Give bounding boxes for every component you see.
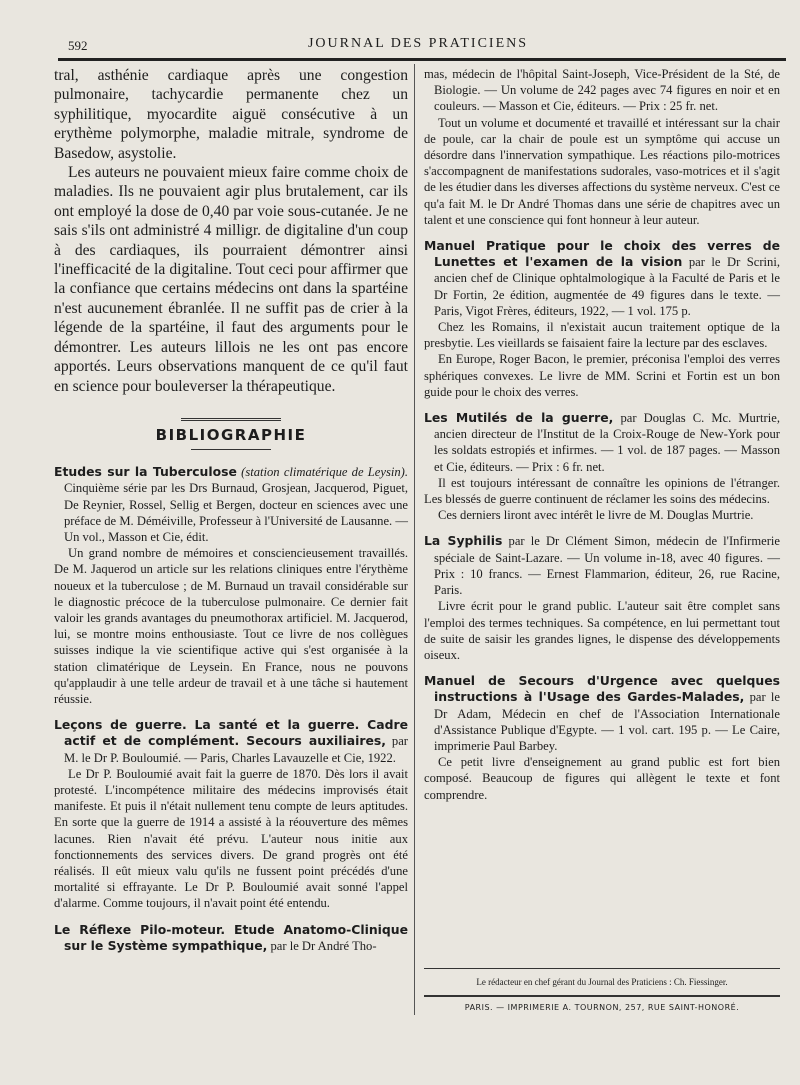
section-rule xyxy=(191,449,271,450)
entry-heading xyxy=(424,410,780,475)
entry-details: par le Dr André Tho- xyxy=(270,938,377,953)
entry-title: Manuel de Secours d'Urgence avec quelques instructions à l'Usage des Gardes-Malades, xyxy=(424,673,780,705)
entry-details: par le Dr Adam, Médecin en chef de l'Association Internationale d'Assistance Publique d'Egypte. — 1 vol. cart. 195 p. — Le Caire, imprimerie Paul Barbey. xyxy=(434,690,780,753)
entry-subtitle: (station climatérique de Leysin). xyxy=(241,465,408,480)
entry-heading xyxy=(54,717,408,766)
bibliography-entry-continued xyxy=(424,66,780,228)
entry-title: La Syphilis xyxy=(424,533,503,549)
entry-details: par le Dr Scrini, ancien chef de Clinique ophtalmologique à la Faculté de Paris et le Dr Fortin, 2e édition, augmentée de 49 figures dans le texte. — Paris, Vigot Frères, éditeurs, 1922, — 1 vol. 175 p. xyxy=(434,255,780,318)
bibliography-entry xyxy=(54,464,408,707)
bibliography-entry xyxy=(424,533,780,663)
page-footer xyxy=(424,968,780,1012)
entry-heading xyxy=(424,533,780,598)
entry-review: Le Dr P. Bouloumié avait fait la guerre de 1870. Dès lors il avait protesté. L'incompétence militaire des médecins improvisés était manifeste. Et puis il n'était nullement tenu compte de leurs aptitudes. En sorte que la guerre de 1914 a assisté à la réouverture des mêmes lacunes. Rien n'avait été prévu. L'auteur nous initie aux fonctionnements des services divers. De grand progrès ont été réalisés. Il eût mieux valu qu'ils ne fussent point précédés d'une mortalité si effrayante. Le Dr P. Bouloumié avait sonné l'appel d'alarme. Comme toujours, il n'avait point été entendu. xyxy=(54,766,408,911)
bibliography-entry xyxy=(54,922,408,954)
section-title: BIBLIOGRAPHIE xyxy=(155,425,307,444)
page-header xyxy=(58,30,778,56)
entry-review: Livre écrit pour le grand public. L'auteur sait être complet sans l'emploi des termes techniques. Sa compétence, en lui permettant tout de suite de saisir les grandes lignes, le dispense des développements oiseux. xyxy=(424,599,780,662)
entry-heading xyxy=(54,922,408,954)
journal-title: JOURNAL DES PRATICIENS xyxy=(307,36,529,51)
bibliography-entry xyxy=(424,673,780,803)
entry-details: Cinquième série par les Drs Burnaud, Grosjean, Jacquerod, Piguet, De Reynier, Rossel, Sellig et Bergen, docteur en sciences avec une préface de M. Déméiville, Professeur à l'Université de Lausanne. — Un vol., Masson et Cie, édit. xyxy=(64,481,408,544)
footer-rule xyxy=(424,968,780,969)
entry-review: Ce petit livre d'enseignement au grand public est fort bien composé. Beaucoup de figures qui allègent le texte et font comprendre. xyxy=(424,755,780,802)
entry-title: Manuel Pratique pour le choix des verres de Lunettes et l'examen de la vision xyxy=(424,238,780,270)
bibliography-entry xyxy=(54,717,408,911)
entry-title: Etudes sur la Tuberculose xyxy=(54,464,237,480)
entry-review: Ces derniers liront avec intérêt le livre de M. Douglas Murtrie. xyxy=(438,508,754,523)
entry-details: par le Dr Clément Simon, médecin de l'Infirmerie spéciale de Saint-Lazare. — Un volume in-18, avec 40 figures. — Prix : 10 francs. — Ernest Flammarion, éditeur, 26, rue Racine, Paris. xyxy=(434,534,780,598)
bibliography-entry xyxy=(424,238,780,400)
right-column xyxy=(424,66,780,813)
column-divider xyxy=(414,64,415,1015)
entry-review: Chez les Romains, il n'existait aucun traitement optique de la presbytie. Les vieillards se faisaient faire la lecture par des esclaves. xyxy=(424,320,780,351)
article-conclusion xyxy=(54,66,408,396)
editor-line: Le rédacteur en chef gérant du Journal des Praticiens : Ch. Fiessinger. xyxy=(476,977,728,987)
entry-heading xyxy=(424,673,780,754)
entry-title: Leçons de guerre. La santé et la guerre. Cadre actif et de complément. Secours auxiliaires, xyxy=(54,717,408,749)
footer-rule xyxy=(424,995,780,997)
entry-title: Le Réflexe Pilo-moteur. Etude Anatomo-Clinique sur le Système sympathique, xyxy=(54,921,408,953)
entry-details: par Douglas C. Mc. Murtrie, ancien directeur de l'Institut de la Croix-Rouge de New-York pour les soldats estropiés et infirmes. — 1 vol. de 187 pages. — Masson et Cie, éditeurs. — Prix : 6 fr. net. xyxy=(434,411,780,474)
left-column xyxy=(54,66,408,964)
header-rule xyxy=(58,58,786,61)
entry-details: mas, médecin de l'hôpital Saint-Joseph, Vice-Président de la Sté, de Biologie. — Un volume de 242 pages avec 74 figures en noir et en couleurs. — Masson et Cie, éditeurs. — Prix : 25 fr. net. xyxy=(424,67,780,114)
lead-paragraph: Les auteurs ne pouvaient mieux faire comme choix de maladies. Ils ne pouvaient agir plus brutalement, car ils ont employé la dose de 0,40 par voie sous-cutanée. Je ne sais s'ils ont administré 4 milligr. de digitaline d'un coup à des cardiaques, ils pourraient démontrer ainsi l'inefficacité de la digitaline. Tout ceci pour affirmer que la confiance que certains médecins ont dans la spartéine n'est aucunement ébranlée. Il ne suffit pas de crier à la légende de la spartéine, il faut des arguments pour le démontrer. Les auteurs lillois ne les ont pas encore apportés. Leurs observations manquent de ce qu'il faut en science pour bouleverser la thérapeutique. xyxy=(54,164,408,395)
entry-heading xyxy=(54,464,408,545)
entry-review: Un grand nombre de mémoires et consciencieusement travaillés. De M. Jaquerod un article sur les relations cliniques entre l'érythème noueux et la tuberculose ; de M. Burnaud un travail considérable sur le diagnostic précoce de la tuberculose pulmonaire. Ce dernier fait valoir les grands avantages du pneumothorax artificiel. M. Jacquerod, lui, se montre moins enthousiaste. Tout ce livre de nos collègues suisses indique la vie scientifique active qui s'est organisée à la station climatérique de Leysein. En France, nous ne pouvons qu'applaudir à une telle ardeur de travail et à une tâche si hautement réussie. xyxy=(54,546,408,706)
printer-imprint: PARIS. — IMPRIMERIE A. TOURNON, 257, RUE SAINT-HONORÉ. xyxy=(464,1003,740,1012)
entry-review: Tout un volume et documenté et travaillé et intéressant sur la chair de poule, car la chair de poule est un symptôme qui accuse un désordre dans l'innervation sympathique. Les réactions pilo-motrices s'accompagnent de manifestations sudorales, vaso-motrices et il s'agit de les étudier dans les diverses affections du système nerveux. C'est ce qu'a fait M. le Dr André Thomas dans une série de chapitres avec un talent et une conscience qui font honneur à leur auteur. xyxy=(424,115,780,227)
entry-details: par M. le Dr P. Bouloumié. — Paris, Charles Lavauzelle et Cie, 1922. xyxy=(64,734,408,765)
entry-review: Il est toujours intéressant de connaître les opinions de l'étranger. Les blessés de guerre continuent de réclamer les soins des médecins. xyxy=(424,475,780,507)
bibliography-entry xyxy=(424,410,780,523)
entry-review: En Europe, Roger Bacon, le premier, préconisa l'emploi des verres sphériques convexes. Le livre de MM. Scrini et Fortin est un bon guide pour le choix des verres. xyxy=(424,352,780,399)
entry-heading xyxy=(424,238,780,319)
section-ornament xyxy=(181,418,281,421)
entry-title: Les Mutilés de la guerre, xyxy=(424,410,614,426)
lead-paragraph: tral, asthénie cardiaque après une congestion pulmonaire, tachycardie permanente chez un syphilitique, myocardite aiguë consécutive à un erythème polymorphe, maladie mitrale, syndrome de Basedow, asystolie. xyxy=(54,67,408,162)
page-number: 592 xyxy=(68,38,88,53)
